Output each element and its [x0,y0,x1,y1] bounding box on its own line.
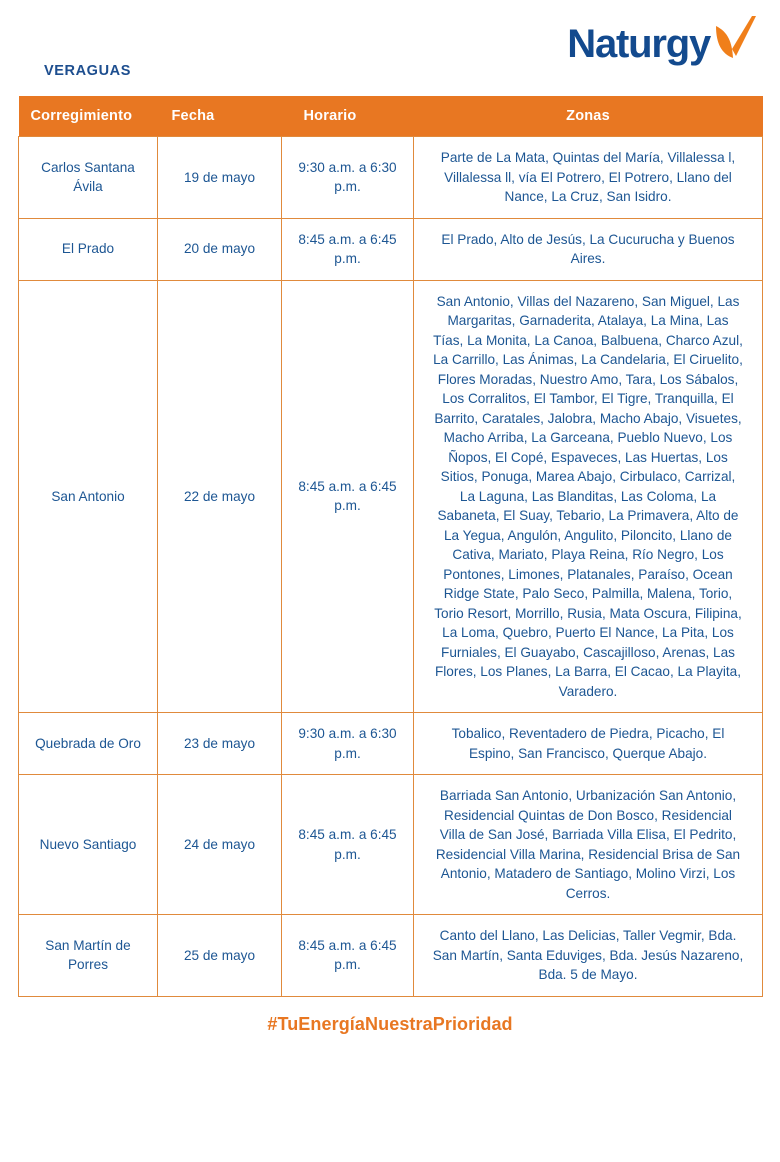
cell-corregimiento: San Antonio [19,280,158,713]
cell-horario: 8:45 a.m. a 6:45 p.m. [282,915,414,997]
cell-corregimiento: San Martín de Porres [19,915,158,997]
cell-corregimiento: Quebrada de Oro [19,713,158,775]
table-row [19,137,763,219]
page-header [0,0,780,96]
naturgy-flame-icon [712,14,758,71]
cell-fecha: 19 de mayo [158,137,282,219]
cell-zonas: Parte de La Mata, Quintas del María, Villalessa l, Villalessa ll, vía El Potrero, El Potrero, Llano del Nance, La Cruz, San Isidro. [414,137,763,219]
schedule-table-wrapper [18,96,762,997]
column-header-fecha: Fecha [158,96,282,137]
cell-zonas: San Antonio, Villas del Nazareno, San Miguel, Las Margaritas, Garnaderita, Atalaya, La Mina, Las Tías, La Monita, La Canoa, Balbuena, Charco Azul, La Carrillo, Las Ánimas, La Candelaria, El Ciruelito, Flores Moradas, Nuestro Amo, Tara, Los Sábalos, Los Corralitos, El Tambor, El Tigre, Tranquilla, El Barrito, Caratales, Jalobra, Macho Abajo, Visuetes, Macho Arriba, La Garceana, Pueblo Nuevo, Los Ñopos, El Copé, Espaveces, Las Huertas, Los Sitios, Ponuga, Marea Abajo, Cirbulaco, Carrizal, La Laguna, Las Blanditas, Las Coloma, La Sabaneta, El Suay, Tebario, La Primavera, Alto de La Yegua, Angulón, Angulito, Piloncito, Llano de Cativa, Mariato, Playa Reina, Río Negro, Los Pontones, Limones, Platanales, Paraíso, Ocean Ridge State, Palo Seco, Palmilla, Malena, Torio, Torio Resort, Morrillo, Rusia, Mata Oscura, Filipina, La Loma, Quebro, Puerto El Nance, La Pita, Los Furniales, El Guayabo, Cascajilloso, Arenas, Las Flores, Los Planes, La Barra, El Cacao, La Playita, Varadero. [414,280,763,713]
region-title: VERAGUAS [44,63,131,79]
footer-hashtag: #TuEnergíaNuestraPrioridad [267,1013,513,1034]
schedule-table [18,96,763,997]
cell-corregimiento: Nuevo Santiago [19,775,158,915]
cell-horario: 9:30 a.m. a 6:30 p.m. [282,713,414,775]
table-header-row [19,96,763,137]
table-row [19,915,763,997]
naturgy-wordmark: Naturgy [567,22,710,66]
cell-corregimiento: Carlos Santana Ávila [19,137,158,219]
column-header-zonas: Zonas [414,96,763,137]
table-row [19,218,763,280]
column-header-horario: Horario [282,96,414,137]
table-body [19,137,763,997]
table-header [19,96,763,137]
cell-fecha: 22 de mayo [158,280,282,713]
cell-zonas: Tobalico, Reventadero de Piedra, Picacho, El Espino, San Francisco, Querque Abajo. [414,713,763,775]
table-row [19,775,763,915]
table-row [19,713,763,775]
cell-fecha: 23 de mayo [158,713,282,775]
cell-zonas: El Prado, Alto de Jesús, La Cucurucha y Buenos Aires. [414,218,763,280]
cell-corregimiento: El Prado [19,218,158,280]
cell-fecha: 20 de mayo [158,218,282,280]
cell-horario: 8:45 a.m. a 6:45 p.m. [282,218,414,280]
cell-horario: 8:45 a.m. a 6:45 p.m. [282,280,414,713]
cell-horario: 8:45 a.m. a 6:45 p.m. [282,775,414,915]
cell-fecha: 24 de mayo [158,775,282,915]
cell-zonas: Barriada San Antonio, Urbanización San Antonio, Residencial Quintas de Don Bosco, Residencial Villa de San José, Barriada Villa Elisa, El Pedrito, Residencial Villa Marina, Residencial Brisa de San Antonio, Matadero de Santiago, Molino Virzi, Los Cerros. [414,775,763,915]
table-row [19,280,763,713]
cell-fecha: 25 de mayo [158,915,282,997]
column-header-corregimiento: Corregimiento [19,96,158,137]
cell-zonas: Canto del Llano, Las Delicias, Taller Vegmir, Bda. San Martín, Santa Eduviges, Bda. Jesús Nazareno, Bda. 5 de Mayo. [414,915,763,997]
cell-horario: 9:30 a.m. a 6:30 p.m. [282,137,414,219]
naturgy-logo [567,22,758,70]
